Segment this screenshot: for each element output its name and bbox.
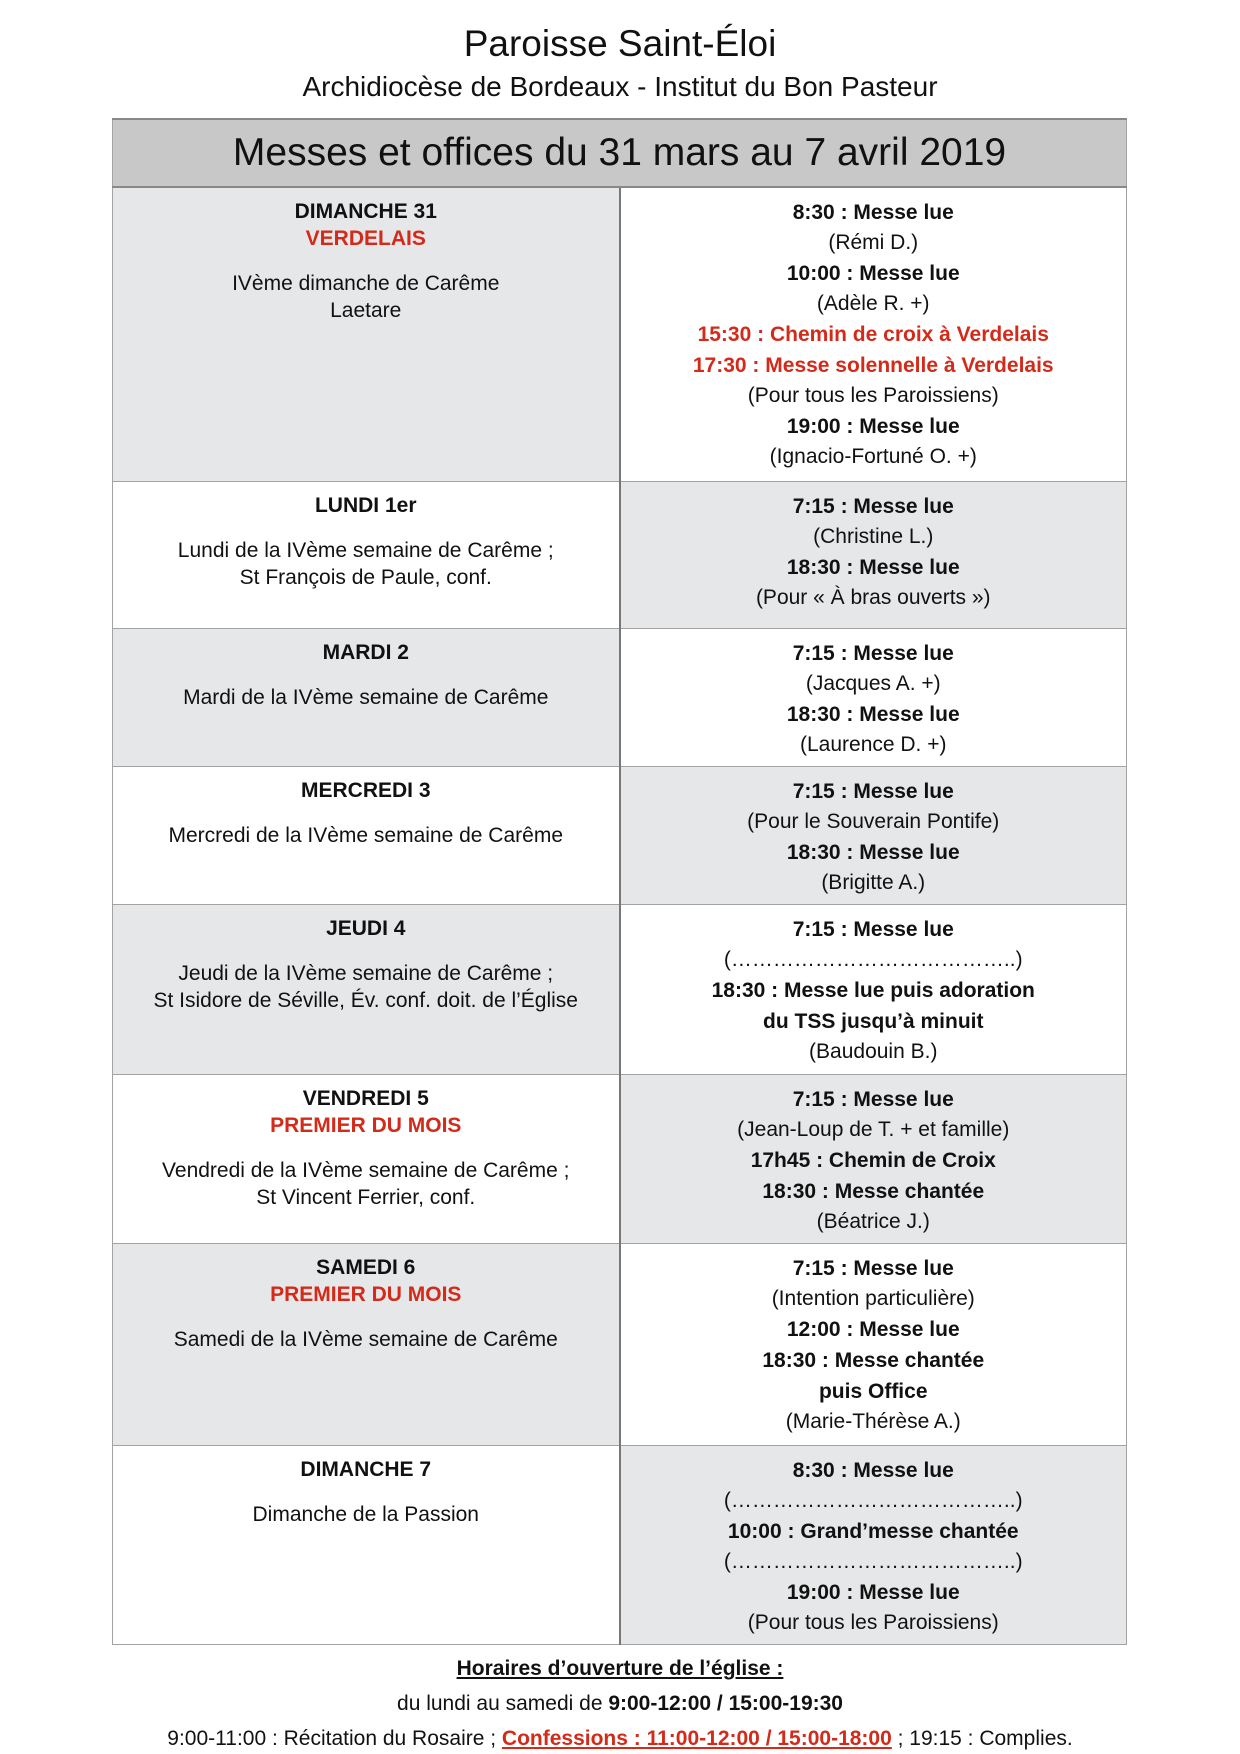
- mass-label: Messe lue: [853, 1256, 954, 1280]
- masses-cell: [620, 1445, 1127, 1644]
- mass-label: Grand’messe chantée: [800, 1519, 1019, 1543]
- mass-label: Messe lue: [859, 415, 960, 438]
- mass-entry: 18:30 : Messe lue: [786, 555, 960, 579]
- mass-label-continued: puis Office: [818, 1379, 928, 1403]
- mass-label: Messe lue: [853, 917, 954, 941]
- mass-time: 17h45: [750, 1148, 811, 1172]
- mass-entry: 18:30 : Messe chantée: [762, 1179, 985, 1203]
- mass-intention: (Baudouin B.): [809, 1039, 938, 1063]
- day-name: DIMANCHE 31: [294, 200, 437, 223]
- compline-text: ; 19:15 : Complies.: [891, 1727, 1073, 1750]
- schedule-heading-row: [113, 119, 1127, 187]
- mass-entry: 8:30 : Messe lue: [792, 201, 954, 224]
- mass-time: 18:30: [762, 1179, 817, 1203]
- day-note: VERDELAIS: [305, 227, 426, 250]
- schedule-row: [113, 766, 1127, 904]
- day-cell-content: [113, 1446, 619, 1528]
- liturgical-description: [113, 960, 619, 1014]
- mass-entry: 8:30 : Messe lue: [792, 1458, 954, 1482]
- schedule-row: [113, 1445, 1127, 1644]
- day-cell-content: [113, 767, 619, 849]
- description-line: Jeudi de la IVème semaine de Carême ;: [178, 961, 554, 985]
- mass-entry: 18:30 : Messe lue: [786, 840, 960, 864]
- day-cell: [113, 1243, 620, 1445]
- description-line: Samedi de la IVème semaine de Carême: [173, 1327, 558, 1351]
- parish-title: Paroisse Saint-Éloi: [463, 23, 777, 64]
- mass-entry: 7:15 : Messe lue: [792, 494, 954, 518]
- schedule-table: [112, 118, 1127, 1645]
- mass-label: Messe lue: [859, 1580, 960, 1604]
- masses-cell: [620, 1243, 1127, 1445]
- mass-intention: (…………………………………..): [723, 1549, 1023, 1573]
- mass-entry: 7:15 : Messe lue: [792, 1087, 954, 1111]
- mass-time: 7:15: [792, 641, 835, 665]
- liturgical-description: [113, 1501, 619, 1528]
- mass-time: 18:30: [786, 702, 841, 726]
- day-cell: [113, 1445, 620, 1644]
- mass-time: 10:00: [727, 1519, 782, 1543]
- masses-cell: [620, 481, 1127, 628]
- day-cell-content: [113, 482, 619, 591]
- day-name: DIMANCHE 7: [300, 1457, 432, 1481]
- mass-time: 12:00: [786, 1317, 841, 1341]
- mass-label-continued: du TSS jusqu’à minuit: [763, 1009, 984, 1033]
- mass-entry: 18:30 : Messe lue puis adoration: [711, 978, 1035, 1002]
- mass-intention: (Adèle R. +): [816, 292, 930, 315]
- mass-intention: (Jacques A. +): [805, 671, 941, 695]
- opening-hours-line: [0, 1692, 1240, 1716]
- mass-entry: 7:15 : Messe lue: [792, 641, 954, 665]
- masses-cell: [620, 904, 1127, 1074]
- mass-label: Messe lue: [859, 702, 960, 726]
- day-cell-content: [113, 188, 619, 324]
- schedule-row: [113, 628, 1127, 766]
- description-line: Vendredi de la IVème semaine de Carême ;: [162, 1158, 570, 1182]
- description-line: IVème dimanche de Carême: [232, 272, 500, 295]
- mass-entry: 19:00 : Messe lue: [786, 415, 960, 438]
- masses-cell-content: [621, 1446, 1127, 1644]
- masses-cell-content: [621, 1075, 1127, 1243]
- mass-entry: 19:00 : Messe lue: [786, 1580, 960, 1604]
- rosary-text: 9:00-11:00 : Récitation du Rosaire ;: [167, 1727, 502, 1750]
- day-cell-content: [113, 905, 619, 1014]
- day-note: PREMIER DU MOIS: [270, 1282, 462, 1306]
- day-cell-content: [113, 629, 619, 711]
- description-line: St François de Paule, conf.: [239, 565, 492, 589]
- mass-time: 15:30: [697, 323, 752, 346]
- mass-entry: 7:15 : Messe lue: [792, 1256, 954, 1280]
- mass-label: Messe chantée: [834, 1179, 985, 1203]
- mass-entry: 17:30 : Messe solennelle à Verdelais: [692, 354, 1054, 377]
- opening-hours-prefix: du lundi au samedi de: [397, 1692, 609, 1715]
- mass-intention: (…………………………………..): [723, 1488, 1023, 1512]
- mass-label: Messe lue: [853, 1458, 954, 1482]
- mass-entry: 18:30 : Messe lue: [786, 702, 960, 726]
- day-cell: [113, 187, 620, 481]
- mass-label: Messe lue: [853, 779, 954, 803]
- mass-intention: (Pour tous les Paroissiens): [747, 1610, 999, 1634]
- mass-intention: (Jean-Loup de T. + et famille): [737, 1117, 1010, 1141]
- day-cell: [113, 766, 620, 904]
- description-line: St Vincent Ferrier, conf.: [256, 1185, 476, 1209]
- description-line: Lundi de la IVème semaine de Carême ;: [177, 538, 554, 562]
- mass-label: Messe lue: [859, 262, 960, 285]
- mass-time: 7:15: [792, 1256, 835, 1280]
- mass-time: 7:15: [792, 1087, 835, 1111]
- mass-intention: (Béatrice J.): [816, 1209, 930, 1233]
- day-cell-content: [113, 1075, 619, 1211]
- masses-cell-content: [621, 629, 1127, 766]
- mass-label: Messe lue: [853, 641, 954, 665]
- day-name: VENDREDI 5: [302, 1086, 429, 1110]
- mass-intention: (Laurence D. +): [800, 732, 947, 756]
- masses-cell-content: [621, 482, 1127, 619]
- mass-time: 7:15: [792, 494, 835, 518]
- schedule-row: [113, 1243, 1127, 1445]
- mass-intention: (Intention particulière): [771, 1286, 975, 1310]
- description-line: Mercredi de la IVème semaine de Carême: [168, 823, 563, 847]
- day-note: PREMIER DU MOIS: [270, 1113, 462, 1137]
- confessions-text: Confessions : 11:00-12:00 / 15:00-18:00: [501, 1727, 892, 1750]
- mass-time: 8:30: [792, 1458, 835, 1482]
- liturgical-description: [113, 1326, 619, 1353]
- mass-intention: (Christine L.): [813, 524, 934, 548]
- mass-intention: (Pour tous les Paroissiens): [747, 384, 999, 407]
- daily-offices-line: [0, 1727, 1240, 1751]
- opening-hours-times: 9:00-12:00 / 15:00-19:30: [608, 1692, 843, 1715]
- mass-entry: 15:30 : Chemin de croix à Verdelais: [697, 323, 1049, 346]
- mass-intention: (…………………………………..): [723, 947, 1023, 971]
- mass-entry: 18:30 : Messe chantée: [762, 1348, 985, 1372]
- mass-intention: (Brigitte A.): [821, 870, 926, 894]
- day-cell: [113, 628, 620, 766]
- mass-intention: (Ignacio-Fortuné O. +): [769, 445, 977, 468]
- schedule-row: [113, 1074, 1127, 1243]
- masses-cell: [620, 628, 1127, 766]
- day-cell: [113, 1074, 620, 1243]
- mass-time: 18:30: [711, 978, 766, 1002]
- mass-label: Messe lue: [853, 1087, 954, 1111]
- masses-cell: [620, 187, 1127, 481]
- masses-cell-content: [621, 905, 1127, 1073]
- masses-cell-content: [621, 767, 1127, 904]
- description-line: St Isidore de Séville, Év. conf. doit. de l’Église: [153, 988, 578, 1012]
- day-cell: [113, 481, 620, 628]
- mass-time: 17:30: [692, 354, 747, 377]
- schedule-row: [113, 187, 1127, 481]
- parish-subtitle: Archidiocèse de Bordeaux - Institut du Bon Pasteur: [302, 71, 938, 102]
- mass-label: Messe lue: [853, 494, 954, 518]
- mass-intention: (Pour « À bras ouverts »): [755, 585, 991, 609]
- mass-label: Messe lue puis adoration: [783, 978, 1035, 1002]
- liturgical-description: [113, 684, 619, 711]
- mass-entry: 10:00 : Messe lue: [786, 262, 960, 285]
- day-name: SAMEDI 6: [316, 1255, 416, 1279]
- mass-time: 19:00: [786, 415, 841, 438]
- mass-label: Chemin de Croix: [828, 1148, 996, 1172]
- mass-time: 7:15: [792, 917, 835, 941]
- opening-hours-heading: Horaires d’ouverture de l’église :: [456, 1657, 784, 1680]
- day-name: MARDI 2: [322, 640, 409, 664]
- mass-time: 7:15: [792, 779, 835, 803]
- mass-label: Messe lue: [859, 840, 960, 864]
- mass-intention: (Pour le Souverain Pontife): [747, 809, 1000, 833]
- mass-time: 19:00: [786, 1580, 841, 1604]
- description-line: Mardi de la IVème semaine de Carême: [183, 685, 549, 709]
- mass-time: 18:30: [786, 555, 841, 579]
- mass-label: Messe chantée: [834, 1348, 985, 1372]
- liturgical-description: [113, 270, 619, 324]
- mass-entry: 10:00 : Grand’messe chantée: [727, 1519, 1019, 1543]
- mass-label: Chemin de croix à Verdelais: [769, 323, 1049, 346]
- mass-time: 8:30: [792, 201, 835, 224]
- liturgical-description: [113, 537, 619, 591]
- day-cell: [113, 904, 620, 1074]
- day-name: LUNDI 1er: [314, 493, 417, 517]
- masses-cell: [620, 1074, 1127, 1243]
- day-name: MERCREDI 3: [300, 778, 431, 802]
- schedule-row: [113, 481, 1127, 628]
- mass-intention: (Marie-Thérèse A.): [785, 1409, 961, 1433]
- masses-cell-content: [621, 188, 1127, 478]
- liturgical-description: [113, 1157, 619, 1211]
- description-line: Dimanche de la Passion: [252, 1502, 479, 1526]
- mass-time: 18:30: [762, 1348, 817, 1372]
- mass-label: Messe lue: [859, 555, 960, 579]
- masses-cell: [620, 766, 1127, 904]
- mass-label: Messe lue: [859, 1317, 960, 1341]
- mass-entry: 17h45 : Chemin de Croix: [750, 1148, 996, 1172]
- day-cell-content: [113, 1244, 619, 1353]
- mass-entry: 7:15 : Messe lue: [792, 917, 954, 941]
- mass-entry: 12:00 : Messe lue: [786, 1317, 960, 1341]
- schedule-row: [113, 904, 1127, 1074]
- mass-label: Messe solennelle à Verdelais: [765, 354, 1054, 377]
- mass-intention: (Rémi D.): [828, 231, 919, 254]
- description-line: Laetare: [330, 299, 402, 322]
- liturgical-description: [113, 822, 619, 849]
- mass-label: Messe lue: [853, 201, 954, 224]
- masses-cell-content: [621, 1244, 1127, 1443]
- mass-entry: 7:15 : Messe lue: [792, 779, 954, 803]
- schedule-heading: Messes et offices du 31 mars au 7 avril 2019: [113, 119, 1127, 187]
- day-name: JEUDI 4: [326, 916, 406, 940]
- schedule-body: [113, 187, 1127, 1644]
- mass-time: 10:00: [786, 262, 841, 285]
- mass-time: 18:30: [786, 840, 841, 864]
